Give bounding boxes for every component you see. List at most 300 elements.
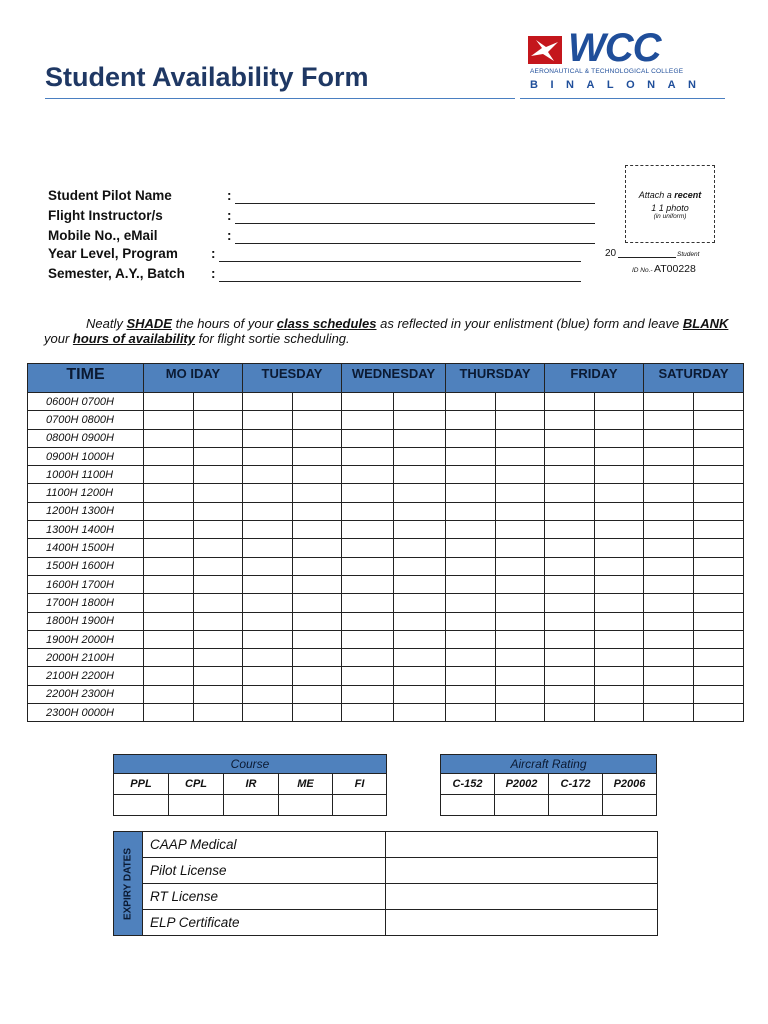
logo-bird-icon — [528, 36, 562, 64]
schedule-cell[interactable] — [644, 411, 694, 429]
schedule-cell[interactable] — [342, 484, 394, 502]
time-slot-label: 2100H 2200H — [28, 667, 144, 685]
schedule-cell[interactable] — [545, 667, 595, 685]
schedule-cell[interactable] — [545, 594, 595, 612]
schedule-cell[interactable] — [496, 484, 545, 502]
schedule-cell[interactable] — [644, 393, 694, 411]
schedule-cell[interactable] — [694, 466, 744, 484]
schedule-cell[interactable] — [644, 704, 694, 722]
schedule-cell[interactable] — [293, 612, 342, 630]
time-slot-label: 1000H 1100H — [28, 466, 144, 484]
schedule-cell[interactable] — [394, 612, 446, 630]
schedule-cell[interactable] — [496, 393, 545, 411]
schedule-cell[interactable] — [496, 612, 545, 630]
schedule-cell[interactable] — [144, 411, 194, 429]
course-code: IR — [224, 774, 279, 795]
schedule-cell[interactable] — [545, 649, 595, 667]
schedule-cell[interactable] — [394, 575, 446, 593]
schedule-row — [28, 539, 744, 557]
schedule-cell[interactable] — [694, 411, 744, 429]
schedule-cell[interactable] — [595, 630, 644, 648]
day-header-friday: FRIDAY — [545, 364, 644, 393]
schedule-row — [28, 685, 744, 703]
aircraft-rating-table — [440, 754, 657, 816]
course-check-cell[interactable] — [114, 795, 169, 816]
schedule-cell[interactable] — [595, 667, 644, 685]
time-slot-label: 1600H 1700H — [28, 575, 144, 593]
instr-hours-availability: hours of availability — [72, 331, 195, 346]
time-slot-label: 1300H 1400H — [28, 521, 144, 539]
schedule-cell[interactable] — [694, 447, 744, 465]
schedule-cell[interactable] — [644, 575, 694, 593]
schedule-cell[interactable] — [293, 594, 342, 612]
title-rule — [45, 98, 515, 99]
schedule-cell[interactable] — [545, 429, 595, 447]
schedule-cell[interactable] — [293, 484, 342, 502]
schedule-cell[interactable] — [545, 447, 595, 465]
schedule-cell[interactable] — [243, 502, 293, 520]
schedule-cell[interactable] — [194, 685, 243, 703]
schedule-cell[interactable] — [694, 575, 744, 593]
schedule-cell[interactable] — [144, 393, 194, 411]
schedule-cell[interactable] — [144, 704, 194, 722]
schedule-cell[interactable] — [644, 521, 694, 539]
schedule-row — [28, 630, 744, 648]
schedule-cell[interactable] — [496, 521, 545, 539]
aircraft-code: C-172 — [549, 774, 603, 795]
expiry-dates-label: EXPIRY DATES — [122, 847, 134, 920]
schedule-cell[interactable] — [496, 704, 545, 722]
schedule-cell[interactable] — [644, 685, 694, 703]
schedule-cell[interactable] — [194, 575, 243, 593]
schedule-cell[interactable] — [394, 667, 446, 685]
schedule-cell[interactable] — [293, 704, 342, 722]
schedule-cell[interactable] — [644, 429, 694, 447]
schedule-cell[interactable] — [694, 630, 744, 648]
schedule-cell[interactable] — [446, 612, 496, 630]
schedule-cell[interactable] — [644, 484, 694, 502]
schedule-cell[interactable] — [496, 594, 545, 612]
schedule-cell[interactable] — [545, 557, 595, 575]
time-slot-label: 0600H 0700H — [28, 393, 144, 411]
schedule-cell[interactable] — [446, 539, 496, 557]
schedule-cell[interactable] — [394, 484, 446, 502]
aircraft-check-cell[interactable] — [495, 795, 549, 816]
schedule-cell[interactable] — [595, 484, 644, 502]
student-id-year-prefix: 20 — [605, 248, 617, 259]
schedule-cell[interactable] — [342, 704, 394, 722]
schedule-cell[interactable] — [545, 466, 595, 484]
aircraft-check-cell[interactable] — [549, 795, 603, 816]
schedule-cell[interactable] — [342, 539, 394, 557]
schedule-cell[interactable] — [342, 667, 394, 685]
schedule-cell[interactable] — [194, 667, 243, 685]
schedule-cell[interactable] — [293, 521, 342, 539]
aircraft-code: P2006 — [603, 774, 657, 795]
schedule-cell[interactable] — [243, 521, 293, 539]
schedule-cell[interactable] — [342, 575, 394, 593]
schedule-cell[interactable] — [144, 484, 194, 502]
schedule-row — [28, 612, 744, 630]
schedule-cell[interactable] — [694, 502, 744, 520]
schedule-cell[interactable] — [293, 575, 342, 593]
schedule-row — [28, 466, 744, 484]
schedule-cell[interactable] — [496, 539, 545, 557]
schedule-cell[interactable] — [545, 521, 595, 539]
schedule-cell[interactable] — [694, 594, 744, 612]
schedule-row — [28, 429, 744, 447]
schedule-row — [28, 393, 744, 411]
schedule-cell[interactable] — [144, 594, 194, 612]
schedule-cell[interactable] — [595, 466, 644, 484]
schedule-cell[interactable] — [496, 649, 545, 667]
schedule-cell[interactable] — [144, 685, 194, 703]
schedule-cell[interactable] — [144, 429, 194, 447]
schedule-cell[interactable] — [144, 667, 194, 685]
availability-schedule-table — [27, 363, 744, 722]
course-header: Course — [114, 755, 387, 774]
schedule-cell[interactable] — [243, 685, 293, 703]
schedule-cell[interactable] — [194, 521, 243, 539]
schedule-row — [28, 575, 744, 593]
day-header-saturday: SATURDAY — [644, 364, 744, 393]
schedule-cell[interactable] — [293, 667, 342, 685]
year-level-program-label: Year Level, Program — [48, 246, 178, 261]
schedule-cell[interactable] — [144, 539, 194, 557]
schedule-cell[interactable] — [342, 466, 394, 484]
course-check-cell[interactable] — [169, 795, 224, 816]
schedule-cell[interactable] — [342, 502, 394, 520]
schedule-cell[interactable] — [394, 704, 446, 722]
schedule-cell[interactable] — [194, 393, 243, 411]
schedule-cell[interactable] — [194, 466, 243, 484]
pilot-license-expiry-field[interactable] — [386, 858, 658, 884]
schedule-cell[interactable] — [293, 447, 342, 465]
schedule-cell[interactable] — [394, 502, 446, 520]
schedule-cell[interactable] — [243, 447, 293, 465]
time-slot-label: 1100H 1200H — [28, 484, 144, 502]
schedule-cell[interactable] — [446, 393, 496, 411]
schedule-cell[interactable] — [496, 466, 545, 484]
schedule-cell[interactable] — [243, 667, 293, 685]
schedule-cell[interactable] — [243, 612, 293, 630]
schedule-cell[interactable] — [644, 447, 694, 465]
schedule-cell[interactable] — [694, 649, 744, 667]
schedule-cell[interactable] — [144, 466, 194, 484]
schedule-cell[interactable] — [446, 557, 496, 575]
schedule-cell[interactable] — [194, 502, 243, 520]
photo-uniform-note: (in uniform) — [653, 213, 687, 220]
schedule-cell[interactable] — [194, 447, 243, 465]
expiry-dates-side-label — [114, 832, 143, 936]
schedule-cell[interactable] — [694, 557, 744, 575]
semester-ay-batch-field[interactable] — [219, 281, 581, 282]
schedule-cell[interactable] — [243, 484, 293, 502]
schedule-cell[interactable] — [644, 502, 694, 520]
schedule-cell[interactable] — [194, 630, 243, 648]
schedule-cell[interactable] — [293, 685, 342, 703]
schedule-cell[interactable] — [446, 429, 496, 447]
schedule-cell[interactable] — [446, 466, 496, 484]
schedule-cell[interactable] — [293, 429, 342, 447]
schedule-cell[interactable] — [293, 466, 342, 484]
time-slot-label: 2200H 2300H — [28, 685, 144, 703]
schedule-cell[interactable] — [694, 667, 744, 685]
elp-certificate-expiry-field[interactable] — [386, 910, 658, 936]
schedule-cell[interactable] — [243, 393, 293, 411]
time-slot-label: 1400H 1500H — [28, 539, 144, 557]
schedule-cell[interactable] — [595, 575, 644, 593]
schedule-cell[interactable] — [243, 429, 293, 447]
schedule-cell[interactable] — [545, 411, 595, 429]
schedule-cell[interactable] — [545, 575, 595, 593]
schedule-cell[interactable] — [394, 594, 446, 612]
time-slot-label: 2300H 0000H — [28, 704, 144, 722]
schedule-cell[interactable] — [595, 557, 644, 575]
schedule-row — [28, 484, 744, 502]
schedule-row — [28, 704, 744, 722]
schedule-cell[interactable] — [644, 539, 694, 557]
schedule-cell[interactable] — [545, 539, 595, 557]
schedule-cell[interactable] — [144, 521, 194, 539]
schedule-cell[interactable] — [496, 667, 545, 685]
time-column-header: TIME — [28, 364, 144, 393]
rt-license-expiry-field[interactable] — [386, 884, 658, 910]
student-id-value: AT00228 — [654, 263, 696, 275]
schedule-cell[interactable] — [342, 411, 394, 429]
schedule-cell[interactable] — [595, 649, 644, 667]
schedule-cell[interactable] — [446, 447, 496, 465]
schedule-cell[interactable] — [342, 521, 394, 539]
schedule-cell[interactable] — [243, 539, 293, 557]
schedule-cell[interactable] — [243, 649, 293, 667]
schedule-cell[interactable] — [694, 539, 744, 557]
field-colon: : — [227, 228, 232, 243]
schedule-cell[interactable] — [194, 557, 243, 575]
time-slot-label: 2000H 2100H — [28, 649, 144, 667]
schedule-header-row — [28, 364, 744, 393]
schedule-cell[interactable] — [243, 466, 293, 484]
schedule-cell[interactable] — [595, 685, 644, 703]
mobile-email-field[interactable] — [235, 243, 595, 244]
schedule-cell[interactable] — [194, 429, 243, 447]
schedule-cell[interactable] — [496, 429, 545, 447]
schedule-cell[interactable] — [144, 502, 194, 520]
schedule-cell[interactable] — [446, 502, 496, 520]
schedule-cell[interactable] — [293, 411, 342, 429]
schedule-cell[interactable] — [496, 630, 545, 648]
schedule-cell[interactable] — [342, 429, 394, 447]
schedule-cell[interactable] — [446, 411, 496, 429]
schedule-cell[interactable] — [394, 539, 446, 557]
day-header-tuesday: TUESDAY — [243, 364, 342, 393]
schedule-cell[interactable] — [194, 411, 243, 429]
course-check-cell[interactable] — [333, 795, 387, 816]
schedule-cell[interactable] — [194, 484, 243, 502]
schedule-row — [28, 521, 744, 539]
schedule-row — [28, 557, 744, 575]
course-code: FI — [333, 774, 387, 795]
student-id-year-field[interactable] — [618, 257, 676, 258]
schedule-cell[interactable] — [394, 447, 446, 465]
schedule-cell[interactable] — [644, 594, 694, 612]
schedule-cell[interactable] — [496, 447, 545, 465]
schedule-cell[interactable] — [144, 575, 194, 593]
schedule-cell[interactable] — [394, 411, 446, 429]
schedule-cell[interactable] — [394, 429, 446, 447]
schedule-cell[interactable] — [496, 502, 545, 520]
schedule-cell[interactable] — [144, 557, 194, 575]
caap-medical-expiry-field[interactable] — [386, 832, 658, 858]
schedule-cell[interactable] — [394, 466, 446, 484]
schedule-cell[interactable] — [293, 502, 342, 520]
schedule-cell[interactable] — [394, 557, 446, 575]
schedule-cell[interactable] — [342, 594, 394, 612]
schedule-cell[interactable] — [496, 557, 545, 575]
instr-text: Neatly — [86, 316, 127, 331]
instr-text: the hours of your — [171, 316, 277, 331]
expiry-item-label: Pilot License — [143, 858, 386, 884]
expiry-item-label: ELP Certificate — [143, 910, 386, 936]
schedule-cell[interactable] — [342, 649, 394, 667]
course-check-cell[interactable] — [279, 795, 333, 816]
schedule-cell[interactable] — [644, 630, 694, 648]
schedule-cell[interactable] — [595, 429, 644, 447]
schedule-cell[interactable] — [194, 649, 243, 667]
schedule-cell[interactable] — [595, 612, 644, 630]
schedule-cell[interactable] — [595, 447, 644, 465]
schedule-row — [28, 667, 744, 685]
time-slot-label: 1200H 1300H — [28, 502, 144, 520]
instr-class-schedules: class schedules — [276, 316, 377, 331]
schedule-cell[interactable] — [243, 411, 293, 429]
schedule-cell[interactable] — [243, 630, 293, 648]
schedule-cell[interactable] — [293, 539, 342, 557]
schedule-cell[interactable] — [194, 539, 243, 557]
schedule-cell[interactable] — [446, 594, 496, 612]
schedule-cell[interactable] — [293, 630, 342, 648]
student-pilot-name-label: Student Pilot Name — [48, 188, 172, 203]
schedule-cell[interactable] — [545, 685, 595, 703]
schedule-cell[interactable] — [342, 612, 394, 630]
schedule-cell[interactable] — [545, 502, 595, 520]
schedule-cell[interactable] — [394, 685, 446, 703]
schedule-cell[interactable] — [446, 667, 496, 685]
schedule-cell[interactable] — [595, 411, 644, 429]
year-level-program-field[interactable] — [219, 261, 581, 262]
schedule-cell[interactable] — [243, 704, 293, 722]
schedule-cell[interactable] — [144, 649, 194, 667]
schedule-cell[interactable] — [194, 594, 243, 612]
schedule-cell[interactable] — [694, 484, 744, 502]
schedule-row — [28, 411, 744, 429]
schedule-cell[interactable] — [545, 484, 595, 502]
aircraft-check-cell[interactable] — [441, 795, 495, 816]
schedule-cell[interactable] — [394, 521, 446, 539]
schedule-cell[interactable] — [293, 649, 342, 667]
schedule-cell[interactable] — [545, 393, 595, 411]
time-slot-label: 1900H 2000H — [28, 630, 144, 648]
expiry-dates-table — [113, 831, 658, 936]
field-colon: : — [227, 188, 232, 203]
schedule-cell[interactable] — [595, 594, 644, 612]
schedule-cell[interactable] — [694, 704, 744, 722]
schedule-cell[interactable] — [496, 685, 545, 703]
aircraft-code: P2002 — [495, 774, 549, 795]
schedule-cell[interactable] — [144, 612, 194, 630]
schedule-cell[interactable] — [144, 447, 194, 465]
schedule-cell[interactable] — [595, 502, 644, 520]
schedule-cell[interactable] — [446, 685, 496, 703]
schedule-cell[interactable] — [243, 594, 293, 612]
schedule-cell[interactable] — [545, 704, 595, 722]
schedule-cell[interactable] — [694, 429, 744, 447]
instructions-paragraph — [44, 316, 734, 346]
schedule-cell[interactable] — [342, 447, 394, 465]
schedule-cell[interactable] — [342, 630, 394, 648]
student-pilot-name-field[interactable] — [235, 203, 595, 204]
photo-attachment-box[interactable] — [625, 165, 715, 243]
field-colon: : — [211, 246, 216, 261]
schedule-cell[interactable] — [545, 630, 595, 648]
schedule-cell[interactable] — [644, 612, 694, 630]
schedule-cell[interactable] — [644, 466, 694, 484]
flight-instructor-field[interactable] — [235, 223, 595, 224]
schedule-cell[interactable] — [446, 575, 496, 593]
schedule-cell[interactable] — [644, 667, 694, 685]
schedule-cell[interactable] — [243, 557, 293, 575]
schedule-cell[interactable] — [446, 484, 496, 502]
schedule-cell[interactable] — [394, 393, 446, 411]
schedule-cell[interactable] — [446, 704, 496, 722]
schedule-cell[interactable] — [194, 704, 243, 722]
instr-text: as reflected in your enlistment (blue) form and leave — [376, 316, 683, 331]
course-check-cell[interactable] — [224, 795, 279, 816]
schedule-cell[interactable] — [342, 685, 394, 703]
schedule-row — [28, 502, 744, 520]
schedule-cell[interactable] — [144, 630, 194, 648]
schedule-cell[interactable] — [342, 393, 394, 411]
schedule-cell[interactable] — [595, 704, 644, 722]
schedule-cell[interactable] — [496, 411, 545, 429]
schedule-cell[interactable] — [694, 393, 744, 411]
schedule-cell[interactable] — [595, 521, 644, 539]
schedule-cell[interactable] — [595, 539, 644, 557]
schedule-cell[interactable] — [644, 649, 694, 667]
schedule-cell[interactable] — [496, 575, 545, 593]
schedule-cell[interactable] — [394, 630, 446, 648]
flight-instructor-label: Flight Instructor/s — [48, 208, 163, 223]
schedule-cell[interactable] — [394, 649, 446, 667]
schedule-cell[interactable] — [446, 649, 496, 667]
schedule-cell[interactable] — [446, 521, 496, 539]
schedule-cell[interactable] — [694, 521, 744, 539]
aircraft-check-cell[interactable] — [603, 795, 657, 816]
schedule-cell[interactable] — [694, 685, 744, 703]
schedule-cell[interactable] — [243, 575, 293, 593]
schedule-cell[interactable] — [194, 612, 243, 630]
schedule-cell[interactable] — [595, 393, 644, 411]
schedule-row — [28, 594, 744, 612]
schedule-cell[interactable] — [293, 557, 342, 575]
schedule-cell[interactable] — [545, 612, 595, 630]
schedule-cell[interactable] — [694, 612, 744, 630]
schedule-cell[interactable] — [446, 630, 496, 648]
schedule-cell[interactable] — [342, 557, 394, 575]
schedule-cell[interactable] — [293, 393, 342, 411]
time-slot-label: 0700H 0800H — [28, 411, 144, 429]
schedule-cell[interactable] — [644, 557, 694, 575]
